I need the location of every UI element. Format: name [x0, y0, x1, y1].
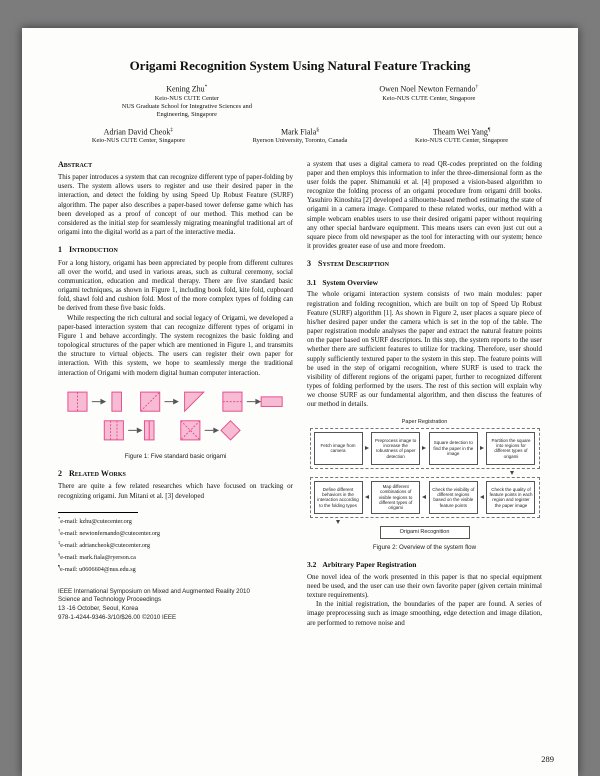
flow-arrow-down-icon	[336, 520, 340, 524]
abstract-text: This paper introduces a system that can recognize different type of paper-folding by users. The system allows users to register and use their desired paper in the interaction, and detect the folding by using Speed Up Robust Feature (SURF) algorithm. The paper also describes a paper-based tower defense game which has been developed as a proof of concept of our method. This method can be considered as the initial step for seamlessly migrating meaningful traditional art of origami into the digital world as a part of the interactive media.	[58, 173, 293, 237]
author-name: Theam Wei Yang	[432, 127, 488, 137]
figure-2	[307, 419, 542, 553]
footnotes	[58, 515, 293, 575]
figure1-origami-diagram	[66, 387, 286, 445]
related-works-paragraph: There are quite a few related researches which have focused on tracking or recognizing origami. Jun Mitani et al. [3] developed	[58, 482, 293, 500]
intro-paragraph-2: While respecting the rich cultural and social legacy of Origami, we developed a paper-based interaction system that can recognize different types of origami in Figure 1 and behave accordingly. The system recognizes the basic folding and topological structures of the paper which are mentioned in Figure 1, and transmits the structure to virtual objects. The users can register their own paper for interaction. With this system, we hope to seamlessly merge the traditional interaction of Origami with modern digital human computer interaction.	[58, 313, 293, 377]
related-works-continuation: a system that uses a digital camera to read QR-codes preprinted on the folding paper and then employs this information to infer the three-dimensional form as the user folds the paper. Shimanuki et al. [4] proposed a vision-based algorithm to recognize the folding process of an origami procedure from origami drill books. Yasuhiro Kinoshita [2] developed a silhouette-based method estimating the state of origami in a camera image. Compared to these related works, our method with a simple webcam enables users to use their desired origami paper without requiring any other special hardware equipment. This means users can even just cut out a square piece from old newspaper as the tool for interacting with our system; hence it provides greater ease of use and more freedom.	[307, 159, 542, 251]
page-number: 289	[541, 754, 554, 764]
flow-arrow-left-icon	[422, 495, 426, 499]
paper-page	[22, 28, 578, 776]
flow-box: Check the quality of feature points in each region and register the paper image	[486, 481, 535, 514]
author-name: Kening Zhu	[166, 84, 205, 94]
author-affiliation: Ryerson University, Toronto, Canada	[252, 137, 348, 145]
author-row-1	[58, 84, 542, 120]
flow-box: Fetch image from camera	[314, 432, 363, 465]
author-marker: †	[475, 84, 479, 90]
registration-paragraph-2: In the initial registration, the boundaries of the paper are found. A series of image preprocessing such as image smoothing, edge detection and image dilation, are performed to remove noise and	[307, 600, 542, 627]
paper-title: Origami Recognition System Using Natural Feature Tracking	[129, 58, 471, 73]
flow-box: Check the visibility of different regions based on the visible feature points	[429, 481, 478, 514]
flow-box: Square detection to find the paper in the image	[429, 432, 478, 465]
system-overview-paragraph: The whole origami interaction system consists of two main modules: paper registration and folding recognition, which are built on top of Speed Up Robust Feature (SURF) algorithm [1]. As shown in Figure 2, user places a square piece of his/her desired paper under the camera which is set in the top of the table. The paper registration module analyses the paper and extract the natural feature points on the paper based on SURF descriptors. In this step, the system reports to the user whether there are sufficient features to utilize for tracking. Therefore, user should supply sufficiently textured paper to the system in this step. The feature points will be used in the step of origami recognition, where SURF is used to track the visibility of different regions of the origami paper, further to recognized different types of folding performed by the users. The rest of this section will explain why we choose SURF as our fundamental algorithm, and then discuss the features of our method in details.	[307, 290, 542, 409]
left-column	[58, 160, 293, 628]
heading-system-overview: 3.1 System Overview	[307, 277, 378, 287]
footnote: *e-mail: kzhu@cutecenter.org	[58, 515, 132, 525]
flow-arrow-left-icon	[480, 495, 484, 499]
author-block	[58, 84, 542, 146]
author-cheok	[92, 127, 185, 146]
author-name: Mark Fiala	[280, 127, 317, 137]
author-marker: *	[204, 84, 208, 90]
footnote: §e-mail: mark.fiala@ryerson.ca	[58, 551, 136, 561]
two-column-body	[58, 160, 542, 628]
heading-arbitrary-paper-registration: 3.2 Arbitrary Paper Registration	[307, 560, 417, 570]
flow-arrow-right-icon	[365, 446, 369, 450]
author-affiliation: Keio-NUS CUTE Center, Singapore	[91, 137, 185, 145]
footnote: ‡e-mail: adriancheok@cutecenter.org	[58, 539, 151, 549]
heading-introduction: 1 Introduction	[58, 245, 118, 255]
author-fiala	[253, 127, 348, 146]
author-marker: ¶	[487, 126, 491, 133]
author-name: Owen Noel Newton Fernando	[379, 84, 476, 94]
figure-1	[58, 387, 293, 461]
paper-registration-group	[310, 428, 540, 469]
author-row-2	[58, 127, 542, 146]
flow-arrow-down-icon	[510, 471, 514, 475]
author-kening-zhu	[122, 84, 252, 120]
right-column	[307, 160, 542, 628]
author-affiliation: Keio-NUS CUTE Center NUS Graduate School for Integrative Sciences and Engineering, Singapore	[121, 94, 252, 119]
author-marker: §	[316, 126, 320, 133]
author-marker: ‡	[170, 126, 174, 133]
heading-related-works: 2 Related Works	[58, 468, 126, 478]
flow-arrow-right-icon	[422, 446, 426, 450]
footnote: ¶e-mail: u0606604@nus.edu.sg	[58, 563, 136, 573]
figure1-caption: Figure 1: Five standard basic origami	[124, 452, 227, 460]
registration-paragraph-1: One novel idea of the work presented in this paper is that no special equipment need be used, and the user can use their own favorite paper (given certain minimal texture requirements).	[307, 572, 542, 600]
flow-box: Partition the square into regions for different types of origami	[486, 432, 535, 465]
flow-arrow-left-icon	[365, 495, 369, 499]
system-flow-diagram	[310, 419, 540, 539]
author-name: Adrian David Cheok	[103, 127, 171, 137]
flow-label-origami-recognition: Origami Recognition	[380, 526, 470, 539]
footnote-rule	[58, 512, 138, 513]
heading-system-description: 3 System Description	[307, 259, 389, 269]
heading-abstract: Abstract	[58, 159, 93, 169]
flow-box: Preprocess image to increase the robustness of paper detection	[371, 432, 420, 465]
flow-box: Map different combinations of visible regions to different types of origami	[371, 481, 420, 514]
flow-box: Define different behaviors in the interaction according to the folding types	[314, 481, 363, 514]
figure2-caption: Figure 2: Overview of the system flow	[372, 543, 477, 551]
intro-paragraph-1: For a long history, origami has been appreciated by people from different cultures all over the world, and used in various areas, such as cultural ceremony, social communication, education and medical therapy. There are five standard basic origami techniques, as shown in Figure 1, including book fold, kite fold, cupboard fold, shawl fold and cushion fold. Most of the more complex types of folding can be derived from these five basic folds.	[58, 258, 293, 313]
origami-recognition-group	[310, 477, 540, 518]
ieee-copyright-block: IEEE International Symposium on Mixed and Augmented Reality 2010 Science and Technology Proceedings 13 -16 October, Seoul, Korea 978-1-4244-9346-3/10/$26.00 ©2010 IEEE	[58, 587, 250, 621]
author-yang	[415, 127, 508, 146]
footnote: †e-mail: newtonfernando@cutecenter.org	[58, 527, 160, 537]
flow-arrow-right-icon	[480, 446, 484, 450]
author-affiliation: Keio-NUS CUTE Center, Singapore	[415, 137, 509, 145]
author-fernando	[379, 84, 478, 120]
flow-label-paper-registration: Paper Registration	[401, 418, 448, 425]
author-affiliation: Keio-NUS CUTE Center, Singapore	[382, 94, 476, 102]
